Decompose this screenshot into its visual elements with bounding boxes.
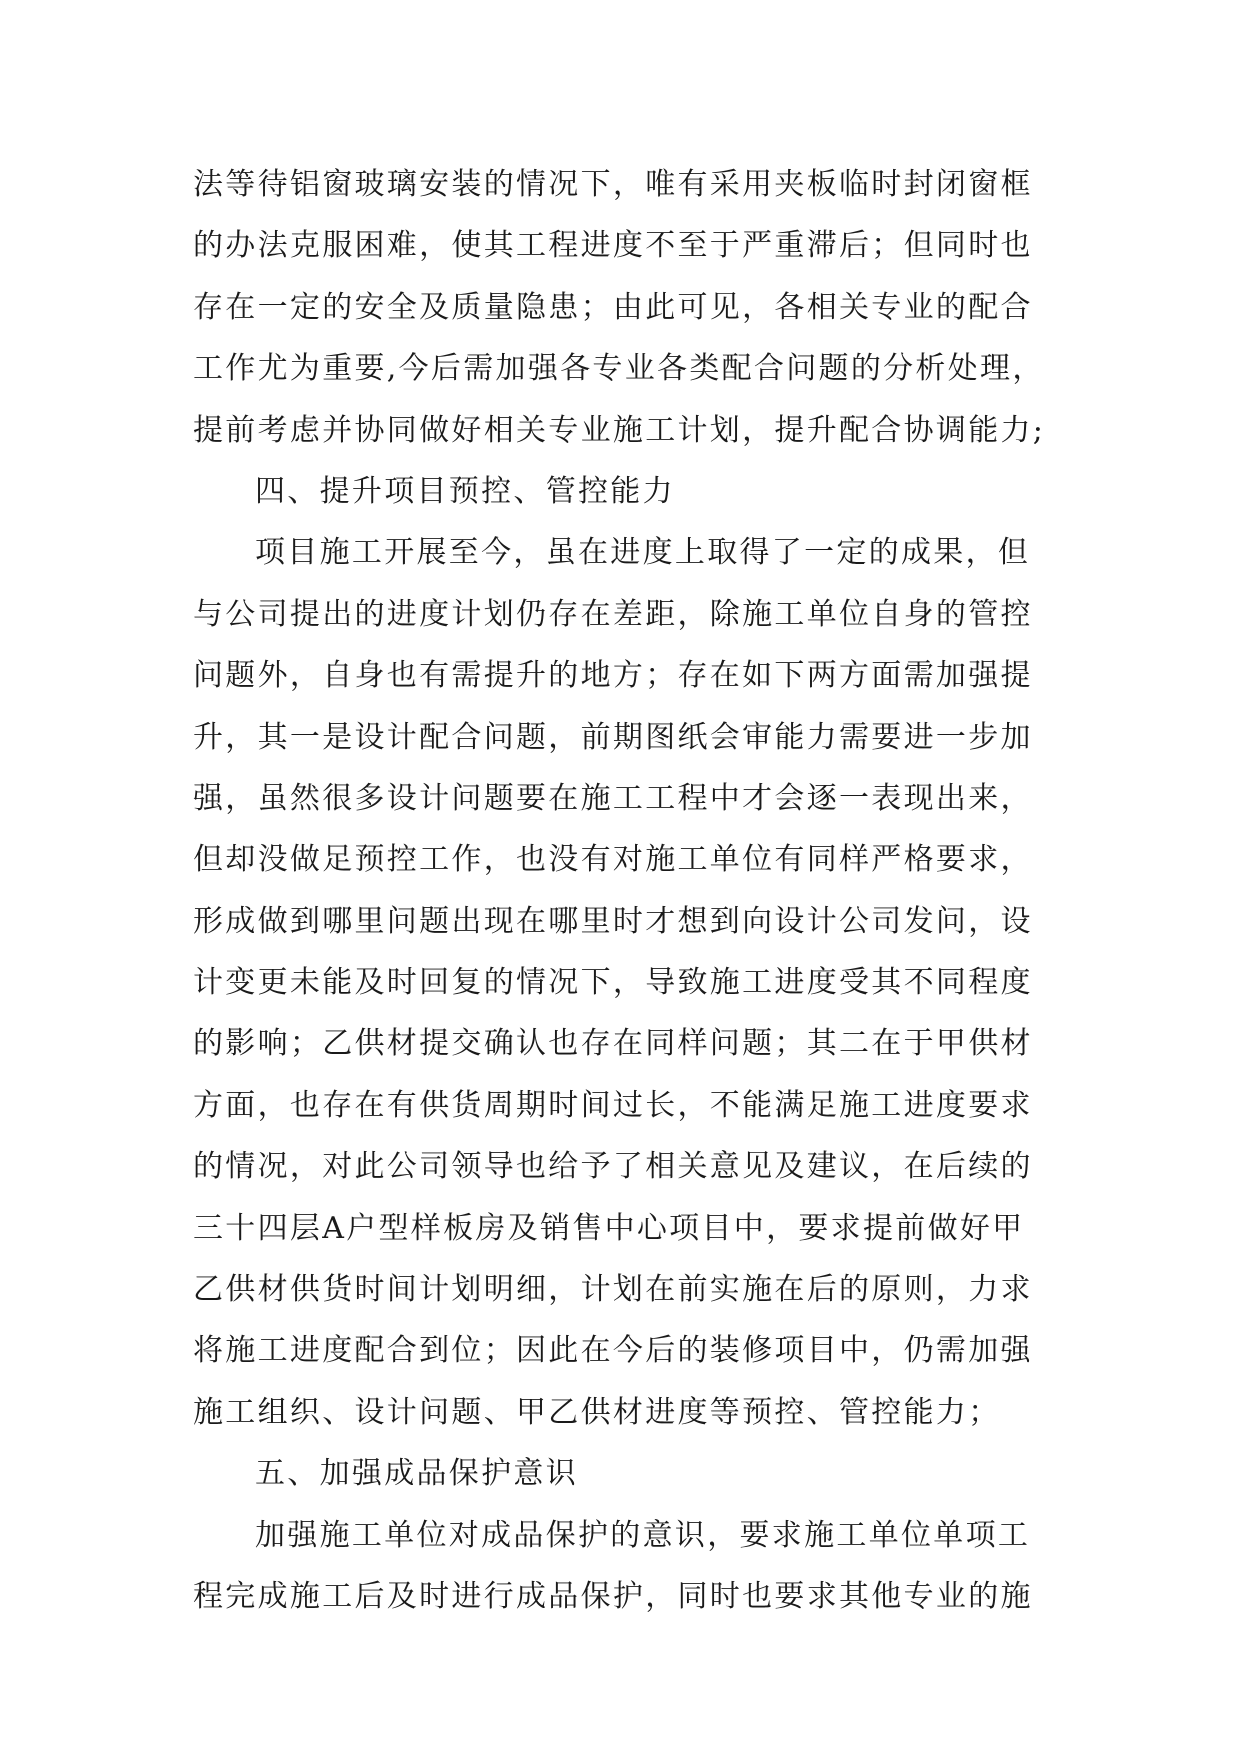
- text-line: 的情况，对此公司领导也给予了相关意见及建议，在后续的: [193, 1149, 1033, 1185]
- text-line: 的办法克服困难，使其工程进度不至于严重滞后；但同时也: [193, 228, 1033, 264]
- section-heading-4: 四、提升项目预控、管控能力: [255, 473, 675, 509]
- text-line: 与公司提出的进度计划仍存在差距，除施工单位自身的管控: [193, 596, 1033, 632]
- text-line: 的影响；乙供材提交确认也存在同样问题；其二在于甲供材: [193, 1026, 1033, 1062]
- paragraph-start: 加强施工单位对成品保护的意识，要求施工单位单项工: [255, 1517, 1031, 1553]
- text-line: 计变更未能及时回复的情况下，导致施工进度受其不同程度: [193, 965, 1033, 1001]
- text-line: 但却没做足预控工作，也没有对施工单位有同样严格要求，: [193, 842, 1033, 878]
- text-line: 升，其一是设计配合问题，前期图纸会审能力需要进一步加: [193, 719, 1033, 755]
- section-heading-5: 五、加强成品保护意识: [255, 1456, 578, 1492]
- text-line: 乙供材供货时间计划明细，计划在前实施在后的原则，力求: [193, 1272, 1033, 1308]
- text-line: 存在一定的安全及质量隐患；由此可见，各相关专业的配合: [193, 289, 1033, 325]
- text-line: 法等待铝窗玻璃安装的情况下，唯有采用夹板临时封闭窗框: [193, 167, 1033, 202]
- text-line: 工作尤为重要,今后需加强各专业各类配合问题的分析处理，: [193, 351, 1045, 387]
- text-line: 提前考虑并协同做好相关专业施工计划，提升配合协调能力;: [193, 412, 1046, 448]
- text-line: 施工组织、设计问题、甲乙供材进度等预控、管控能力；: [193, 1394, 1001, 1430]
- text-line: 三十四层A户型样板房及销售中心项目中，要求提前做好甲: [193, 1210, 1025, 1246]
- text-line: 强，虽然很多设计问题要在施工工程中才会逐一表现出来，: [193, 780, 1033, 816]
- text-line: 程完成施工后及时进行成品保护，同时也要求其他专业的施: [193, 1578, 1033, 1614]
- paragraph-start: 项目施工开展至今，虽在进度上取得了一定的成果，但: [255, 535, 1031, 571]
- body-text: [193, 154, 1055, 1627]
- text-line: 方面，也存在有供货周期时间过长，不能满足施工进度要求: [193, 1087, 1033, 1123]
- text-line: 形成做到哪里问题出现在哪里时才想到向设计公司发问，设: [193, 903, 1033, 939]
- text-line: 将施工进度配合到位；因此在今后的装修项目中，仍需加强: [193, 1333, 1033, 1369]
- text-line: 问题外，自身也有需提升的地方；存在如下两方面需加强提: [193, 658, 1033, 694]
